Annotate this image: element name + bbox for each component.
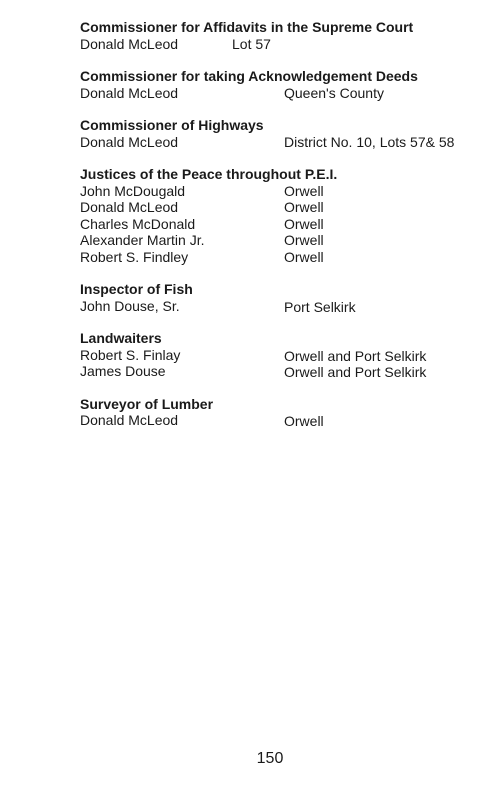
official-name: Robert S. Findley	[80, 248, 189, 265]
section-heading: Commissioner for Affidavits in the Supreme Court	[80, 19, 414, 35]
section-justices-of-the-peace	[80, 166, 480, 265]
official-name: Robert S. Finlay	[80, 346, 181, 363]
list-item	[80, 85, 480, 102]
official-location: Port Selkirk	[284, 298, 356, 315]
official-location: Orwell and Port Selkirk	[284, 347, 427, 364]
official-name: Donald McLeod	[80, 133, 179, 150]
official-location: Orwell	[284, 232, 324, 248]
section-commissioner-highways	[80, 117, 480, 150]
list-item	[80, 232, 480, 249]
section-heading: Commissioner for taking Acknowledgement Deeds	[80, 68, 418, 84]
section-commissioner-affidavits	[80, 19, 480, 52]
official-location: District No. 10, Lots 57& 58	[284, 133, 455, 150]
official-location: Queen's County	[284, 84, 384, 101]
official-name: James Douse	[80, 363, 166, 379]
section-heading: Commissioner of Highways	[80, 117, 264, 133]
list-item	[80, 249, 480, 266]
official-name: Donald McLeod	[80, 199, 179, 215]
list-item	[80, 183, 480, 200]
list-item	[80, 412, 480, 429]
list-item	[80, 199, 480, 216]
list-item	[80, 298, 480, 315]
list-item	[80, 347, 480, 364]
section-landwaiters	[80, 330, 480, 380]
official-location: Lot 57	[232, 35, 271, 52]
page-number: 150	[256, 750, 284, 767]
official-name: Donald McLeod	[80, 412, 179, 428]
section-heading: Justices of the Peace throughout P.E.I.	[80, 166, 338, 182]
section-heading: Inspector of Fish	[80, 281, 193, 297]
official-location: Orwell	[284, 199, 324, 215]
section-heading: Landwaiters	[80, 330, 162, 346]
official-location: Orwell	[284, 413, 324, 429]
official-location: Orwell	[284, 182, 324, 199]
official-name: John McDougald	[80, 182, 186, 199]
official-location: Orwell and Port Selkirk	[284, 364, 427, 380]
official-location: Orwell	[284, 248, 324, 265]
official-name: Donald McLeod	[80, 35, 179, 52]
official-name: John Douse, Sr.	[80, 297, 180, 314]
official-name: Charles McDonald	[80, 215, 196, 232]
section-inspector-of-fish	[80, 281, 480, 314]
officials-list	[80, 19, 480, 445]
section-heading: Surveyor of Lumber	[80, 395, 214, 412]
official-location: Orwell	[284, 215, 324, 232]
list-item	[80, 363, 480, 380]
official-name: Alexander Martin Jr.	[80, 232, 205, 248]
list-item	[80, 134, 480, 151]
list-item	[80, 36, 480, 53]
list-item	[80, 216, 480, 233]
section-commissioner-deeds	[80, 68, 480, 101]
official-name: Donald McLeod	[80, 84, 179, 101]
section-surveyor-of-lumber	[80, 396, 480, 429]
